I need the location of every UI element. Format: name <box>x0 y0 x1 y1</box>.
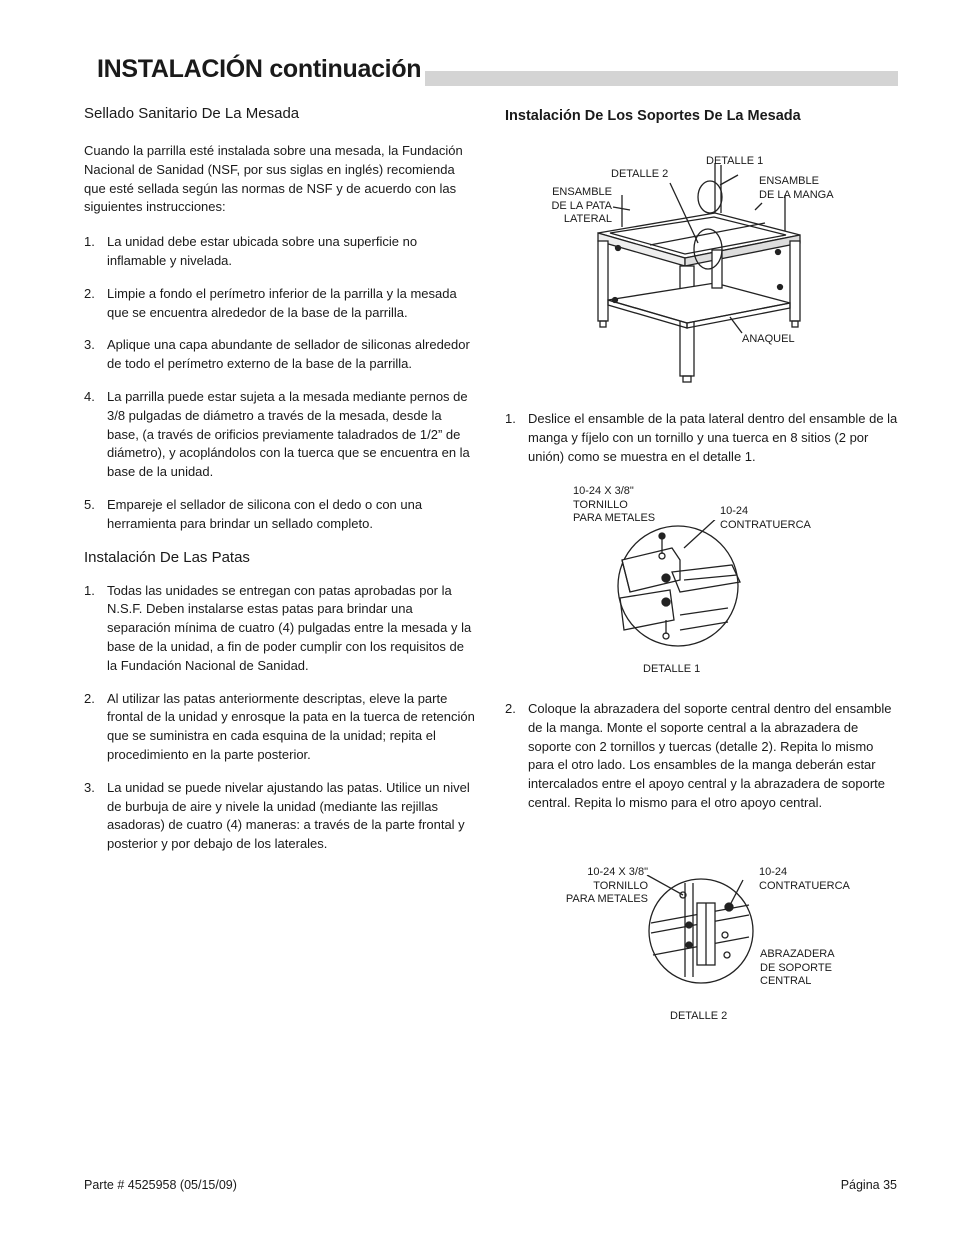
list-item: 2. Limpie a fondo el perímetro inferior de la parrilla y la mesada que se encuentra alrededor de la base de la parrilla. <box>84 285 457 320</box>
label-tornillo-2: 10-24 X 3/8" TORNILLO PARA METALES <box>565 866 648 905</box>
label-contratuerca-1: 10-24 CONTRATUERCA <box>720 505 811 531</box>
label-ensamble-pata: ENSAMBLE DE LA PATA LATERAL <box>551 186 612 225</box>
label-anaquel: ANAQUEL <box>742 333 795 345</box>
label-detalle-2: DETALLE 2 <box>611 168 669 180</box>
list-item: 4. La parrilla puede estar sujeta a la mesada mediante pernos de 3/8 pulgadas de diámetro a través de la mesada, desde la base, (a través de orificios previamente taladrados de 1/2” de diámetro), y acoplándolos con la tuerca que se encuentra en la base de la unidad. <box>84 388 470 480</box>
sellado-steps <box>84 233 476 533</box>
detail-2-figure <box>645 875 757 987</box>
section-heading-patas: Instalación De Las Patas <box>84 548 250 566</box>
soportes-step-1 <box>505 410 900 480</box>
list-item: 2. Coloque la abrazadera del soporte central dentro del ensamble de la manga. Monte el soporte central a la abrazadera de soporte con 2 tornillos y tuercas (detalle 2). Repita lo mismo para el otro lado. Los ensambles de la manga deberán estar intercalados entre el apoyo central y la abrazadera de soporte central. Repita lo mismo para el otro apoyo central. <box>505 701 892 810</box>
list-item: 3. La unidad se puede nivelar ajustando las patas. Utilice un nivel de burbuja de aire y nivele la unidad (mediante las rejillas asadoras) de cuatro (4) maneras: a través de la parte frontal y posterior y por debajo de los laterales. <box>84 779 470 852</box>
page-header <box>97 52 898 88</box>
list-item: 3. Aplique una capa abundante de sellador de siliconas alrededor de todo el perímetro externo de la base de la parrilla. <box>84 337 470 372</box>
section-heading-soportes: Instalación De Los Soportes De La Mesada <box>505 108 801 124</box>
page-title: INSTALACIÓN continuación <box>97 52 425 86</box>
sellado-intro: Cuando la parrilla esté instalada sobre una mesada, la Fundación Nacional de Sanidad (NSF, por sus siglas en inglés) recomienda que esté sellada según las normas de NSF y de acuerdo con las siguientes instrucciones: <box>84 143 463 215</box>
label-tornillo-1: 10-24 X 3/8" TORNILLO PARA METALES <box>573 485 656 524</box>
patas-steps <box>84 582 476 854</box>
left-column <box>84 104 476 868</box>
section-heading-sellado: Sellado Sanitario De La Mesada <box>84 105 300 122</box>
list-item: 5. Empareje el sellador de silicona con el dedo o con una herramienta para brindar un sellado completo. <box>84 496 423 531</box>
list-item: 2. Al utilizar las patas anteriormente descriptas, eleve la parte frontal de la unidad y enrosque la pata en la tuerca de retención que se suministra en cada esquina de la unidad; repita el procedimiento en la parte posterior. <box>84 690 475 762</box>
label-contratuerca-2: 10-24 CONTRATUERCA <box>759 866 850 892</box>
list-item: 1. La unidad debe estar ubicada sobre una superficie no inflamable y nivelada. <box>84 234 418 268</box>
label-ensamble-manga: ENSAMBLE DE LA MANGA <box>759 175 834 201</box>
caption-detalle-2: DETALLE 2 <box>670 1010 728 1022</box>
caption-detalle-1: DETALLE 1 <box>643 663 701 675</box>
detail-1-figure <box>612 520 744 652</box>
label-abrazadera: ABRAZADERA DE SOPORTE CENTRAL <box>760 948 835 987</box>
list-item: 1. Deslice el ensamble de la pata lateral dentro del ensamble de la manga y fíjelo con un tornillo y una tuerca en 8 sitios (2 por unión) como se muestra en el detalle 1. <box>505 411 898 464</box>
label-detalle-1: DETALLE 1 <box>706 155 764 167</box>
footer-page-number: Página 35 <box>840 1178 897 1192</box>
list-item: 1. Todas las unidades se entregan con patas aprobadas por la N.S.F. Deben instalarse estas patas para brindar una separación mínima de cuatro (4) pulgadas entre la mesada y la base de la unidad, a fin de poder cumplir con los requisitos de la Fundación Nacional de Sanidad. <box>84 582 472 673</box>
footer-part-number: Parte # 4525958 (05/15/09) <box>84 1178 237 1192</box>
soportes-step-2 <box>505 700 900 827</box>
